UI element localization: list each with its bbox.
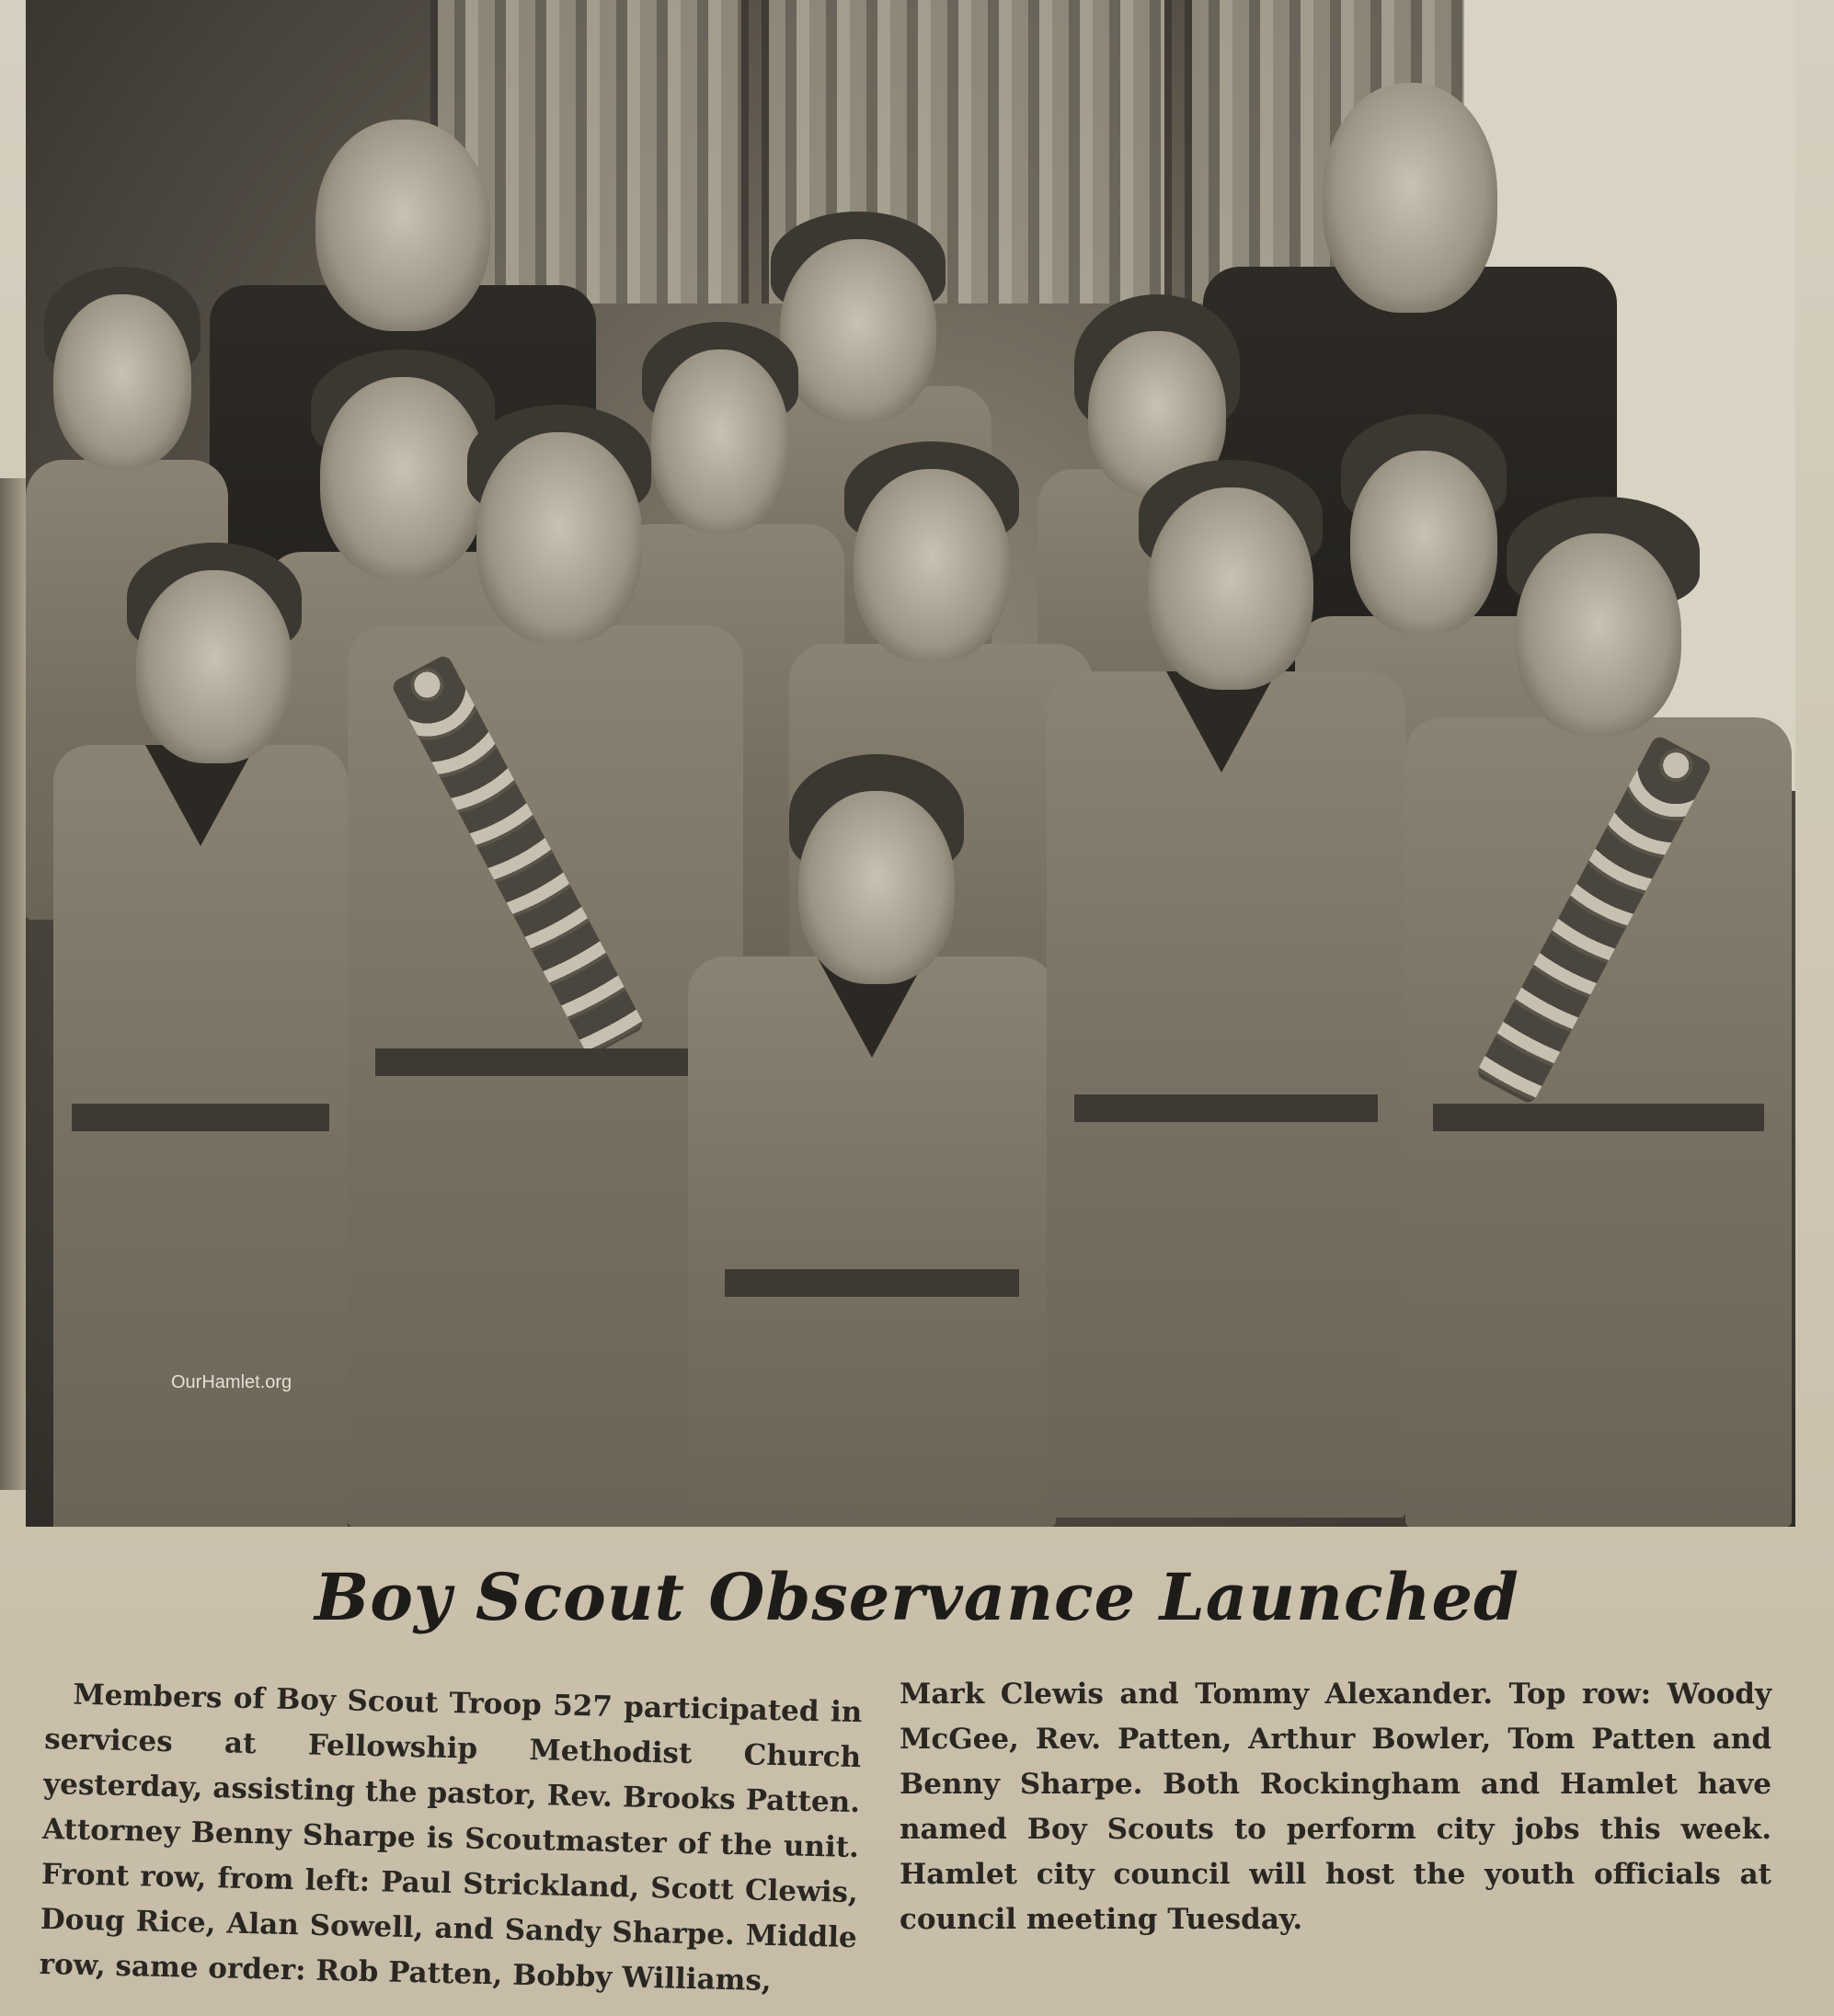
group-photo — [26, 0, 1795, 1527]
page-edge-shadow — [0, 478, 26, 1490]
caption-column-left: Members of Boy Scout Troop 527 participated in services at Fellowship Methodist Church yesterday, assisting the pastor, Rev. Brooks Patten. Attorney Benny Sharpe is Scoutmaster of the unit. Front row, from left: Paul Strickland, Scott Clewis, Doug Rice, Alan Sowell, and Sandy Sharpe. Middle row, same order: Rob Patten, Bobby Williams, — [39, 1678, 863, 1998]
headline: Boy Scout Observance Launched — [315, 1559, 1519, 1635]
watermark-text: OurHamlet.org — [171, 1372, 292, 1392]
caption-column-right: Mark Clewis and Tommy Alexander. Top row: Woody McGee, Rev. Patten, Arthur Bowler, Tom Patten and Benny Sharpe. Both Rockingham and Hamlet have named Boy Scouts to perform city jobs this week. Hamlet city council will host the youth officials at council meeting Tuesday. — [900, 1678, 1771, 1936]
